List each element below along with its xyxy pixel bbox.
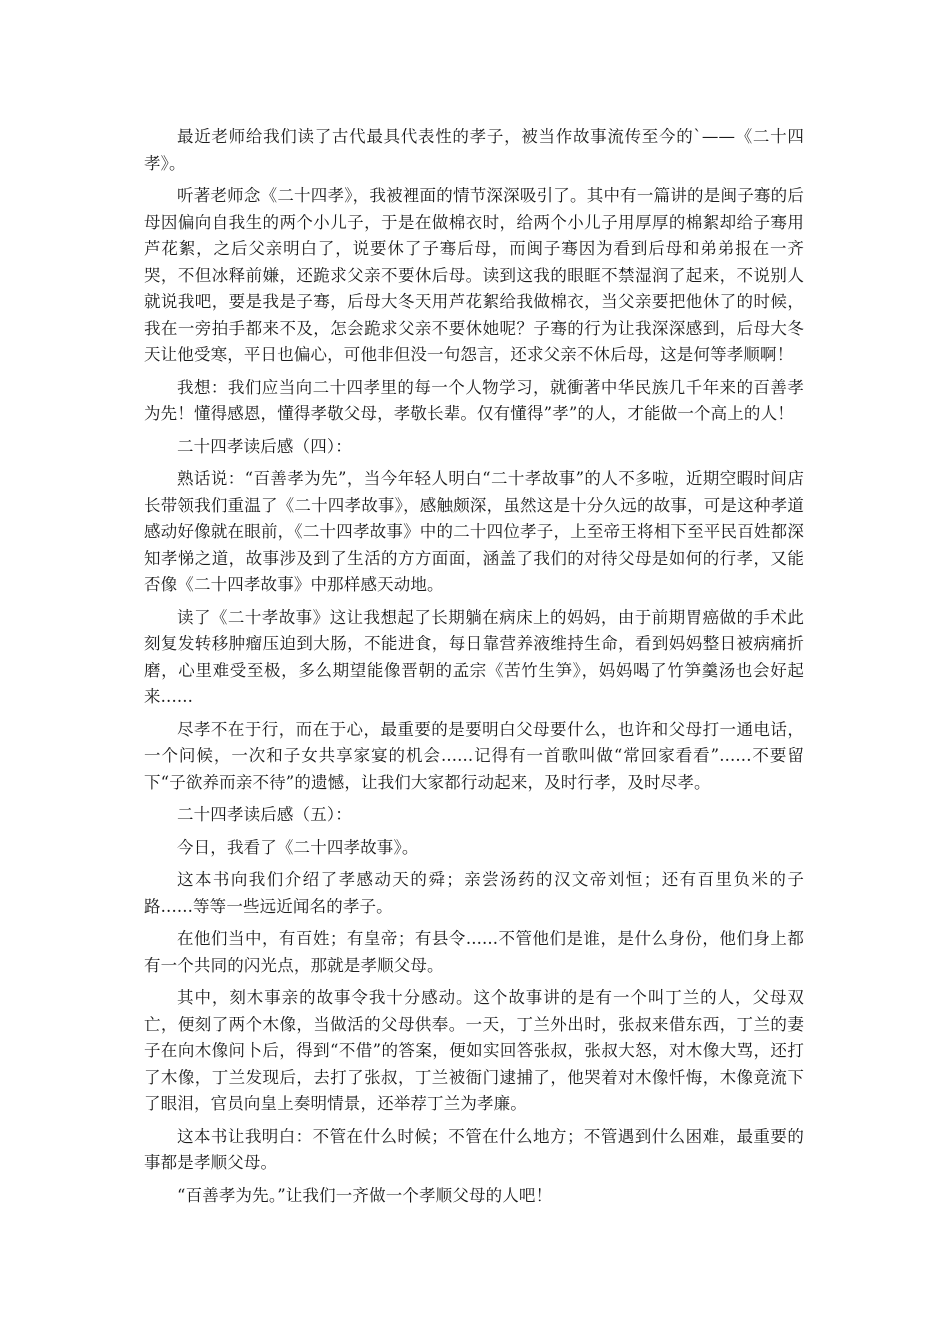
paragraph-minziqian-story: 听著老师念《二十四孝》，我被裡面的情节深深吸引了。其中有一篇讲的是闽子骞的后母因偏向自我生的两个小儿子，于是在做棉衣时，给两个小儿子用厚厚的棉絮却给子骞用芦花絮，之后父亲明白了，说要休了子骞后母，而闽子骞因为看到后母和弟弟报在一齐哭，不但冰释前嫌，还跪求父亲不要休后母。读到这我的眼眶不禁湿润了起来，不说别人就说我吧，要是我是子骞，后母大冬天用芦花絮给我做棉衣，当父亲要把他休了的时候，我在一旁拍手都来不及，怎会跪求父亲不要休她呢？子骞的行为让我深深感到，后母大冬天让他受寒，平日也偏心，可他非但没一句怨言，还求父亲不休后母，这是何等孝顺啊！ bbox=[144, 186, 804, 364]
paragraph-mother: 读了《二十孝故事》这让我想起了长期躺在病床上的妈妈，由于前期胃癌做的手术此刻复发转移肿瘤压迫到大肠，不能进食，每日靠营养液维持生命，看到妈妈整日被病痛折磨，心里难受至极，多么期望能像晋朝的孟宗《苦竹生笋》，妈妈喝了竹笋羹汤也会好起来...... bbox=[144, 607, 804, 706]
paragraph-today: 今日，我看了《二十四孝故事》。 bbox=[177, 837, 419, 857]
paragraph-intro: 最近老师给我们读了古代最具代表性的孝子，被当作故事流传至今的`——《二十四孝》。 bbox=[144, 127, 804, 173]
paragraph-filial-heart: 尽孝不在于行，而在于心，最重要的是要明白父母要什么，也许和父母打一通电话，一个问候，一次和子女共享家宴的机会......记得有一首歌叫做“常回家看看”......不要留下“子欲养而亲不待”的遗憾，让我们大家都行动起来，及时行孝，及时尽孝。 bbox=[144, 719, 804, 792]
document-page bbox=[144, 124, 804, 1215]
section-heading-five: 二十四孝读后感（五）： bbox=[177, 805, 352, 824]
paragraph-common-point: 在他们当中，有百姓；有皇帝；有县令......不管他们是谁，是什么身份，他们身上都有一个共同的闪光点，那就是孝顺父母。 bbox=[144, 929, 804, 975]
paragraph-saying: 熟话说：“百善孝为先”，当今年轻人明白“二十孝故事”的人不多啦，近期空暇时间店长带领我们重温了《二十四孝故事》，感触颇深，虽然这是十分久远的故事，可是这种孝道感动好像就在眼前，《二十四孝故事》中的二十四位孝子，上至帝王将相下至平民百姓都深知孝悌之道，故事涉及到了生活的方方面面，涵盖了我们的对待父母是如何的行孝，又能否像《二十四孝故事》中那样感天动地。 bbox=[144, 469, 804, 594]
paragraph-closing: “百善孝为先。”让我们一齐做一个孝顺父母的人吧！ bbox=[177, 1185, 553, 1205]
paragraph-reflection: 我想：我们应当向二十四孝里的每一个人物学习，就衝著中华民族几千年来的百善孝为先！懂得感恩，懂得孝敬父母，孝敬长辈。仅有懂得”孝”的人，才能做一个高上的人！ bbox=[144, 377, 804, 423]
paragraph-book-intro: 这本书向我们介绍了孝感动天的舜；亲尝汤药的汉文帝刘恒；还有百里负米的子路......等等一些远近闻名的孝子。 bbox=[144, 870, 804, 916]
paragraph-dinglan-story: 其中，刻木事亲的故事令我十分感动。这个故事讲的是有一个叫丁兰的人，父母双亡，便刻了两个木像，当做活的父母供奉。一天，丁兰外出时，张叔来借东西，丁兰的妻子在向木像问卜后，得到“不借”的答案，便如实回答张叔，张叔大怒，对木像大骂，还打了木像，丁兰发现后，去打了张叔，丁兰被衙门逮捕了，他哭着对木像忏悔，木像竟流下了眼泪，官员向皇上奏明情景，还举荐丁兰为孝廉。 bbox=[144, 988, 804, 1113]
paragraph-lesson: 这本书让我明白：不管在什么时候；不管在什么地方；不管遇到什么困难，最重要的事都是孝顺父母。 bbox=[144, 1126, 804, 1172]
section-heading-four: 二十四孝读后感（四）： bbox=[177, 436, 352, 456]
